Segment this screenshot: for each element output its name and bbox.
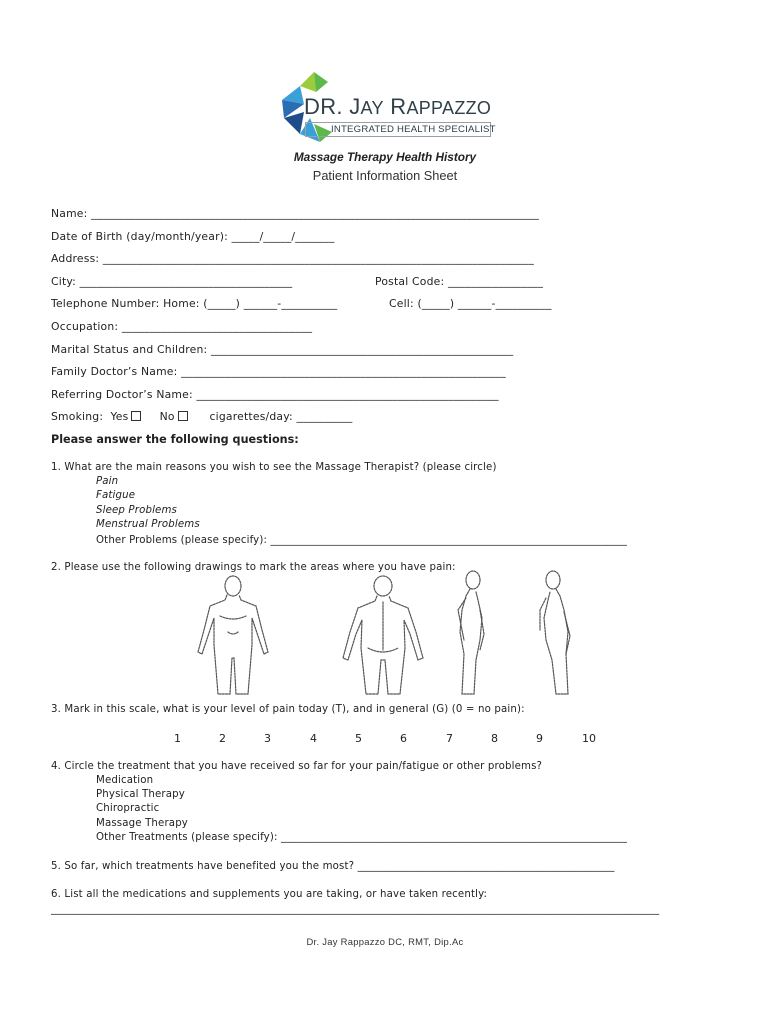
smoking-no-checkbox[interactable] bbox=[178, 411, 188, 421]
pain-scale-8[interactable]: 8 bbox=[491, 732, 498, 745]
q6-answer-line[interactable]: ____________________________________________________________________________________________________________________ bbox=[51, 904, 660, 915]
smoking-label: Smoking: bbox=[51, 410, 104, 423]
question-4: 4. Circle the treatment that you have received so far for your pain/fatigue or other problems? bbox=[51, 761, 543, 772]
pain-scale-4[interactable]: 4 bbox=[310, 732, 317, 745]
name-field[interactable]: Name: ________________________________________________________________________________ bbox=[51, 207, 539, 220]
body-side-left-icon bbox=[540, 571, 570, 694]
pain-scale-3[interactable]: 3 bbox=[264, 732, 271, 745]
q4-option-physical[interactable]: Physical Therapy bbox=[96, 789, 185, 800]
smoking-yes-checkbox[interactable] bbox=[131, 411, 141, 421]
footer-credentials: Dr. Jay Rappazzo DC, RMT, Dip.Ac bbox=[306, 936, 464, 947]
body-side-right-icon bbox=[458, 571, 484, 694]
address-field[interactable]: Address: _____________________________________________________________________________ bbox=[51, 252, 534, 265]
pain-scale-10[interactable]: 10 bbox=[582, 732, 596, 745]
smoking-row bbox=[51, 410, 352, 423]
question-3: 3. Mark in this scale, what is your level of pain today (T), and in general (G) (0 = no pain): bbox=[51, 704, 525, 715]
q4-other-field[interactable]: Other Treatments (please specify): __________________________________________________________________ bbox=[96, 832, 628, 843]
pain-scale-6[interactable]: 6 bbox=[400, 732, 407, 745]
q1-option-menstrual[interactable]: Menstrual Problems bbox=[96, 519, 200, 530]
question-1: 1. What are the main reasons you wish to see the Massage Therapist? (please circle) bbox=[51, 462, 497, 473]
pain-scale-5[interactable]: 5 bbox=[355, 732, 362, 745]
smoking-yes-label: Yes bbox=[110, 410, 129, 423]
pain-scale-7[interactable]: 7 bbox=[446, 732, 453, 745]
q4-option-chiropractic[interactable]: Chiropractic bbox=[96, 803, 160, 814]
pain-scale-2[interactable]: 2 bbox=[219, 732, 226, 745]
city-field[interactable]: City: ______________________________________ bbox=[51, 275, 293, 288]
smoking-no-label: No bbox=[159, 410, 175, 423]
logo-wordmark: DR. JAY RAPPAZZO bbox=[304, 94, 492, 119]
dob-field[interactable]: Date of Birth (day/month/year): _____/_____/_______ bbox=[51, 230, 335, 243]
postal-code-field[interactable]: Postal Code: _________________ bbox=[375, 275, 544, 288]
question-6: 6. List all the medications and supplements you are taking, or have taken recently: bbox=[51, 889, 488, 900]
marital-status-field[interactable]: Marital Status and Children: ______________________________________________________ bbox=[51, 343, 514, 356]
question-2: 2. Please use the following drawings to mark the areas where you have pain: bbox=[51, 562, 456, 573]
body-diagrams[interactable] bbox=[180, 570, 600, 700]
q4-option-massage[interactable]: Massage Therapy bbox=[96, 818, 188, 829]
pain-scale-1[interactable]: 1 bbox=[174, 732, 181, 745]
q1-option-sleep[interactable]: Sleep Problems bbox=[96, 505, 177, 516]
referring-doctor-field[interactable]: Referring Doctor’s Name: ______________________________________________________ bbox=[51, 388, 499, 401]
q1-other-field[interactable]: Other Problems (please specify): ____________________________________________________________________ bbox=[96, 535, 628, 546]
cell-phone-field[interactable]: Cell: (_____) ______-__________ bbox=[389, 297, 552, 310]
body-back-icon bbox=[343, 576, 423, 694]
pain-scale-9[interactable]: 9 bbox=[536, 732, 543, 745]
form-title: Massage Therapy Health History bbox=[293, 150, 477, 164]
cigarettes-field[interactable]: cigarettes/day: __________ bbox=[209, 410, 353, 423]
family-doctor-field[interactable]: Family Doctor’s Name: __________________________________________________________ bbox=[51, 365, 506, 378]
home-phone-field[interactable]: Telephone Number: Home: (_____) ______-__________ bbox=[51, 297, 338, 310]
q4-option-medication[interactable]: Medication bbox=[96, 775, 154, 786]
q1-option-pain[interactable]: Pain bbox=[96, 476, 119, 487]
questions-heading: Please answer the following questions: bbox=[51, 433, 299, 446]
occupation-field[interactable]: Occupation: __________________________________ bbox=[51, 320, 313, 333]
form-subtitle: Patient Information Sheet bbox=[312, 168, 458, 183]
body-front-icon bbox=[198, 576, 268, 694]
q1-option-fatigue[interactable]: Fatigue bbox=[96, 490, 136, 501]
question-5[interactable]: 5. So far, which treatments have benefited you the most? _________________________________________________ bbox=[51, 861, 615, 872]
logo-subtitle: INTEGRATED HEALTH SPECIALIST bbox=[305, 122, 491, 137]
